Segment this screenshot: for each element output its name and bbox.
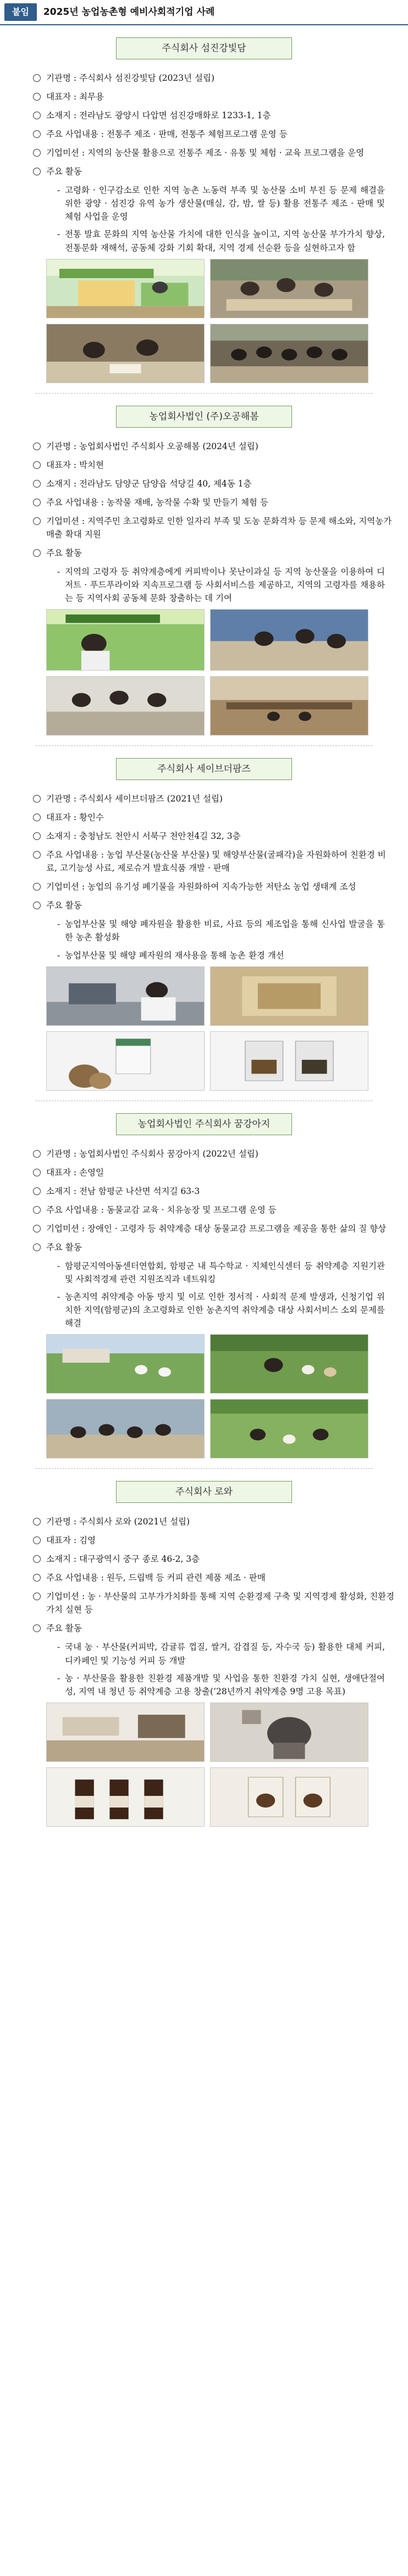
photo-grid — [46, 1702, 368, 1827]
roaster-photo — [210, 1702, 368, 1762]
info-item: 기관명 : 주식회사 세이브더팜즈 (2021년 설립) — [33, 792, 395, 805]
bullet-circle-icon — [33, 168, 41, 175]
bullet-circle-icon — [33, 883, 41, 891]
info-item: 주요 활동 — [33, 546, 395, 560]
company-section — [0, 394, 408, 747]
info-item: 주요 활동 — [33, 1241, 395, 1254]
bullet-circle-icon — [33, 795, 41, 803]
activity-item: - 농업부산물 및 해양 폐자원을 활용한 비료, 사료 등의 제조업을 통해 신사업 발굴을 통한 농촌 활성화 — [57, 919, 385, 943]
bullet-circle-icon — [33, 902, 41, 909]
bullet-circle-icon — [33, 1536, 41, 1544]
info-item: 대표자 : 박치현 — [33, 458, 395, 472]
info-item: 기업미션 : 지역의 농산물 활용으로 전통주 제조 · 유통 및 체험 · 교육 프로그램을 운영 — [33, 146, 395, 159]
info-item: 대표자 : 김영 — [33, 1534, 395, 1547]
company-title-box: 주식회사 섬진강빛담 — [116, 37, 292, 59]
info-item: 주요 활동 — [33, 165, 395, 178]
company-title-box: 농업회사법인 (주)오공해봄 — [116, 406, 292, 428]
bullet-circle-icon — [33, 130, 41, 138]
company-section — [0, 1469, 408, 1827]
info-item: 기업미션 : 농업의 유기성 폐기물을 자원화하여 지속가능한 저탄소 농업 생태계 조성 — [33, 880, 395, 893]
activity-item: - 함평군지역아동센터연합회, 함평군 내 특수학교 · 지체인식센터 등 취약계층 지원기관 및 사회적경제 관련 지원조직과 네트워킹 — [57, 1261, 385, 1284]
company-title-box: 주식회사 로와 — [116, 1481, 292, 1503]
info-item: 기업미션 : 농 · 부산물의 고부가가치화를 통해 지역 순환경제 구축 및 지역경제 활성화, 친환경 가치 실현 등 — [33, 1590, 395, 1616]
activity-item: - 전통 발효 문화의 지역 농산물 가치에 대한 인식을 높이고, 지역 농산물 부가가치 향상, 전통문화 재해석, 공동체 강화 기회 확대, 지역 경제 선순환 등을 실현하고자 함 — [57, 229, 385, 253]
activity-item: - 국내 농 · 부산물(커피박, 감귤류 껍질, 쌀겨, 감겹질 등, 자수국 등) 활용한 대체 커피, 디카페인 및 기능성 커피 등 개발 — [57, 1642, 385, 1666]
coffee-pack-photo — [210, 1767, 368, 1827]
outdoor-dog-photo — [210, 1399, 368, 1458]
info-item: 소재지 : 전남 함평군 나산면 석지길 63-3 — [33, 1185, 395, 1198]
info-item: 기업미션 : 지역주민 초고령화로 인한 일자리 부족 및 도농 문화격차 등 문제 해소와, 지역농가 매출 확대 지원 — [33, 515, 395, 541]
bullet-circle-icon — [33, 1624, 41, 1632]
workshop-photo — [46, 324, 205, 383]
bullet-circle-icon — [33, 1593, 41, 1600]
info-item: 주요 활동 — [33, 1622, 395, 1635]
company-title-box: 농업회사법인 주식회사 꿈강아지 — [116, 1113, 292, 1135]
info-item: 대표자 : 최무용 — [33, 90, 395, 103]
indoor-class-photo — [46, 1399, 205, 1458]
info-item: 소재지 : 대구광역시 중구 종로 46-2, 3층 — [33, 1552, 395, 1566]
photo-grid — [46, 1334, 368, 1458]
info-item: 대표자 : 손영일 — [33, 1166, 395, 1179]
document-header — [0, 0, 408, 25]
info-item: 주요 사업내용 : 동물교감 교육 · 치유농장 및 프로그램 운영 등 — [33, 1203, 395, 1217]
bullet-circle-icon — [33, 1206, 41, 1214]
attachment-tag: 붙임 — [4, 3, 37, 21]
bullet-circle-icon — [33, 93, 41, 101]
lab-photo — [46, 966, 205, 1026]
material-photo — [210, 966, 368, 1026]
bullet-circle-icon — [33, 480, 41, 488]
bullet-circle-icon — [33, 517, 41, 525]
bullet-circle-icon — [33, 1243, 41, 1251]
bullet-circle-icon — [33, 1150, 41, 1158]
bullet-circle-icon — [33, 149, 41, 157]
booth-photo — [46, 259, 205, 318]
company-section — [0, 1101, 408, 1469]
bullet-circle-icon — [33, 1225, 41, 1232]
info-item: 주요 사업내용 : 전통주 제조 · 판매, 전통주 체험프로그램 운영 등 — [33, 128, 395, 141]
package-photo — [210, 1031, 368, 1091]
document-title: 2025년 농업농촌형 예비사회적기업 사례 — [43, 6, 215, 18]
info-item: 대표자 : 황인수 — [33, 811, 395, 824]
activity-item: - 농업부산물 및 해양 폐자원의 재사용을 통해 농촌 환경 개선 — [57, 950, 284, 960]
activity-photo — [210, 609, 368, 671]
info-item: 주요 사업내용 : 농작물 재배, 농작물 수확 및 만들기 체험 등 — [33, 496, 395, 509]
bullet-circle-icon — [33, 851, 41, 859]
info-item: 기관명 : 농업회사법인 주식회사 오공해봄 (2024년 설립) — [33, 440, 395, 453]
info-item: 기관명 : 농업회사법인 주식회사 꿈강아지 (2022년 설립) — [33, 1147, 395, 1160]
bullet-circle-icon — [33, 1574, 41, 1582]
bullet-circle-icon — [33, 814, 41, 821]
activity-item: - 농촌지역 취약계층 아동 방지 및 이로 인한 정서적 · 사회적 문제 발생과, 신청기업 위치한 지역(함평군)의 초고령화로 인한 농촌지역 취약계층 대상 사회서비스 소외 문제를 해결 — [57, 1291, 385, 1329]
dog-play-photo — [210, 1334, 368, 1394]
company-section — [0, 746, 408, 1101]
info-item: 소재지 : 충청남도 천안시 서북구 천안천4길 32, 3층 — [33, 830, 395, 843]
class-photo — [210, 259, 368, 318]
activity-item: - 지역의 고령자 등 취약계층에게 커피박이나 못난이과실 등 지역 농산물을 이용하여 디저트 · 푸드푸라이와 지속프로그램 등 사회서비스를 제공하고, 지역의 고령자를 채용하는 등 지역사회 공동체 문화 창출하는 데 기여 — [57, 566, 385, 603]
group-photo — [210, 324, 368, 383]
bullet-circle-icon — [33, 443, 41, 450]
info-item: 소재지 : 전라남도 담양군 담양읍 석당길 40, 제4동 1층 — [33, 477, 395, 490]
farm-sign-photo — [46, 609, 205, 671]
hall-photo — [210, 676, 368, 736]
bullet-circle-icon — [33, 499, 41, 506]
kitchen-photo — [46, 676, 205, 736]
photo-grid — [46, 966, 368, 1091]
photo-grid — [46, 259, 368, 383]
bottle-product-photo — [46, 1767, 205, 1827]
bullet-circle-icon — [33, 112, 41, 119]
info-item: 기업미션 : 장애인 · 고령자 등 취약계층 대상 동물교감 프로그램을 제공을 통한 삶의 질 향상 — [33, 1222, 395, 1235]
photo-grid — [46, 609, 368, 736]
bullet-circle-icon — [33, 1187, 41, 1195]
info-item: 소재지 : 전라남도 광양시 다압면 섬진강매화로 1233-1, 1층 — [33, 109, 395, 122]
activity-item: - 농 · 부산물을 활용한 친환경 제품개발 및 사업을 통한 친환경 가치 실현, 생애단절여성, 지역 내 청년 등 취약계층 고용 창출(‘28년까지 취약계층 9명 고용 목표) — [57, 1673, 385, 1696]
farm-field-photo — [46, 1334, 205, 1394]
bullet-circle-icon — [33, 461, 41, 469]
bullet-circle-icon — [33, 1555, 41, 1563]
product-photo — [46, 1031, 205, 1091]
cafe-interior-photo — [46, 1702, 205, 1762]
bullet-circle-icon — [33, 1518, 41, 1525]
activity-item: - 고령화 · 인구감소로 인한 지역 농촌 노동력 부족 및 농산물 소비 부진 등 문제 해결을 위한 광양 · 섬진강 유역 농가 생산물(매실, 감, 밤, 쌀 등) 활용 전통주 제조 · 판매 및 체험 사업을 운영 — [57, 185, 385, 222]
bullet-circle-icon — [33, 74, 41, 82]
company-section — [0, 25, 408, 394]
info-item: 주요 사업내용 : 원두, 드립백 등 커피 관련 제품 제조 · 판매 — [33, 1571, 395, 1584]
bullet-circle-icon — [33, 549, 41, 557]
info-item: 기관명 : 주식회사 섬진강빛담 (2023년 설립) — [33, 71, 395, 85]
info-item: 주요 활동 — [33, 899, 395, 912]
company-title-box: 주식회사 세이브더팜즈 — [116, 758, 292, 780]
bullet-circle-icon — [33, 1169, 41, 1176]
info-item: 주요 사업내용 : 농업 부산물(농산물 부산물) 및 해양부산물(굴패각)을 자원화하여 친환경 비료, 고기능성 사료, 제로슈거 발효식품 개발 · 판매 — [33, 848, 395, 875]
bullet-circle-icon — [33, 832, 41, 840]
info-item: 기관명 : 주식회사 로와 (2021년 설립) — [33, 1515, 395, 1528]
